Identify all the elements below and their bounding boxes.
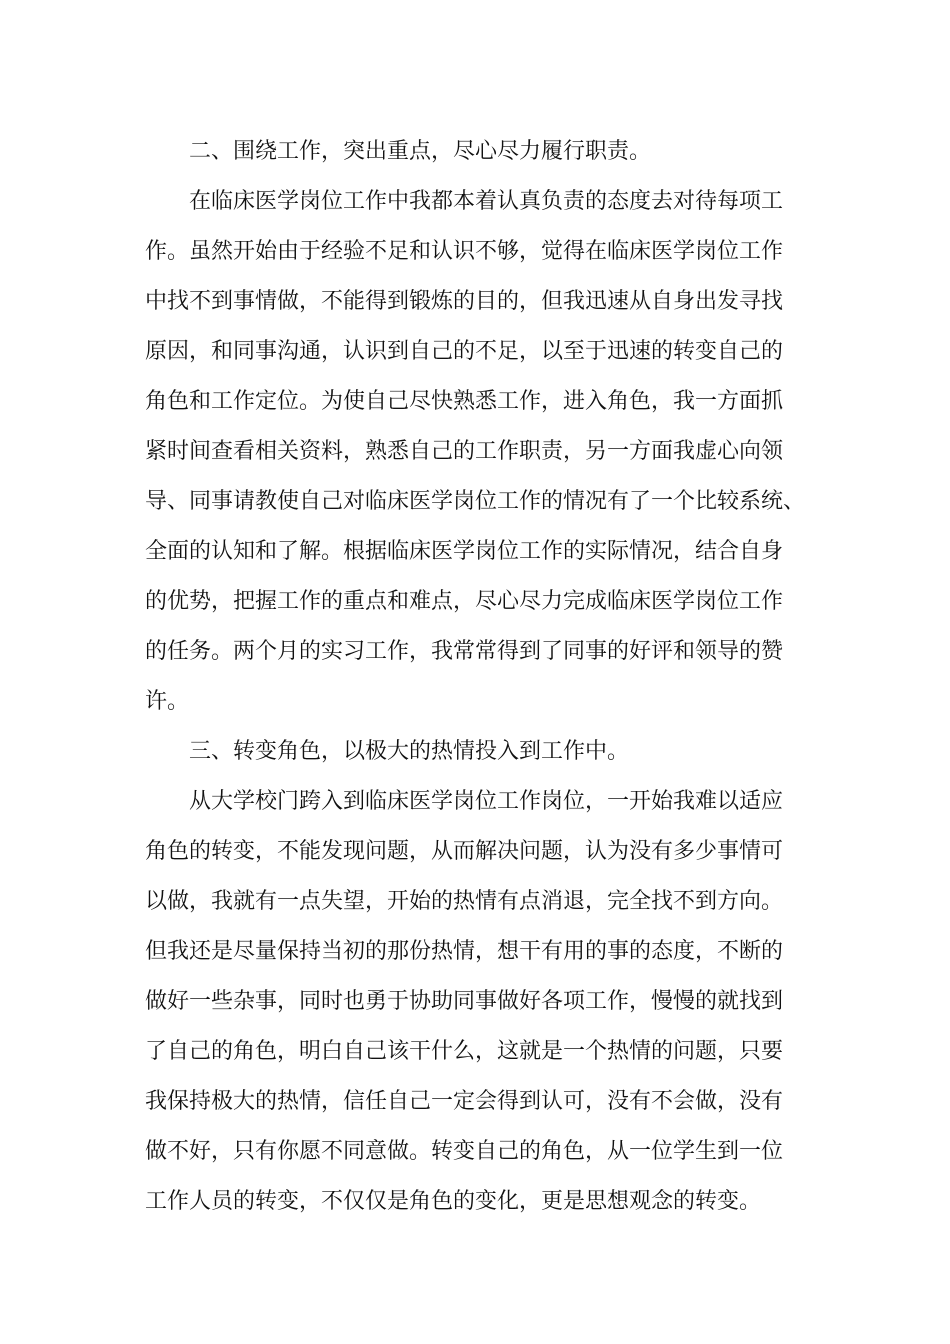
paragraph-line: 的优势，把握工作的重点和难点，尽心尽力完成临床医学岗位工作 [145,589,784,614]
paragraph-line: 在临床医学岗位工作中我都本着认真负责的态度去对待每项工 [189,189,784,214]
paragraph-line: 全面的认知和了解。根据临床医学岗位工作的实际情况，结合自身 [145,539,784,564]
paragraph-line: 原因，和同事沟通，认识到自己的不足，以至于迅速的转变自己的 [145,339,784,364]
paragraph-line: 我保持极大的热情，信任自己一定会得到认可，没有不会做，没有 [145,1089,784,1114]
paragraph-line: 作。虽然开始由于经验不足和认识不够，觉得在临床医学岗位工作 [145,239,784,264]
paragraph-line: 角色和工作定位。为使自己尽快熟悉工作，进入角色，我一方面抓 [145,389,784,414]
paragraph-line: 的任务。两个月的实习工作，我常常得到了同事的好评和领导的赞 [145,639,784,664]
paragraph-line: 紧时间查看相关资料，熟悉自己的工作职责，另一方面我虚心向领 [145,439,784,464]
section-heading: 二、围绕工作，突出重点，尽心尽力履行职责。 [189,139,652,164]
paragraph-line: 角色的转变，不能发现问题，从而解决问题，认为没有多少事情可 [145,839,784,864]
paragraph-line: 以做，我就有一点失望，开始的热情有点消退，完全找不到方向。 [145,889,784,914]
paragraph-line: 做不好，只有你愿不同意做。转变自己的角色，从一位学生到一位 [145,1139,784,1164]
section-heading: 三、转变角色，以极大的热情投入到工作中。 [189,739,630,764]
paragraph-line: 工作人员的转变，不仅仅是角色的变化，更是思想观念的转变。 [145,1189,762,1214]
paragraph-line: 从大学校门跨入到临床医学岗位工作岗位，一开始我难以适应 [189,789,784,814]
paragraph-line: 但我还是尽量保持当初的那份热情，想干有用的事的态度，不断的 [145,939,784,964]
paragraph-line: 做好一些杂事，同时也勇于协助同事做好各项工作，慢慢的就找到 [145,989,784,1014]
paragraph-line: 导、同事请教使自己对临床医学岗位工作的情况有了一个比较系统、 [145,489,806,514]
paragraph-line: 许。 [145,689,190,714]
paragraph-line: 了自己的角色，明白自己该干什么，这就是一个热情的问题，只要 [145,1039,784,1064]
paragraph-line: 中找不到事情做，不能得到锻炼的目的，但我迅速从自身出发寻找 [145,289,784,314]
